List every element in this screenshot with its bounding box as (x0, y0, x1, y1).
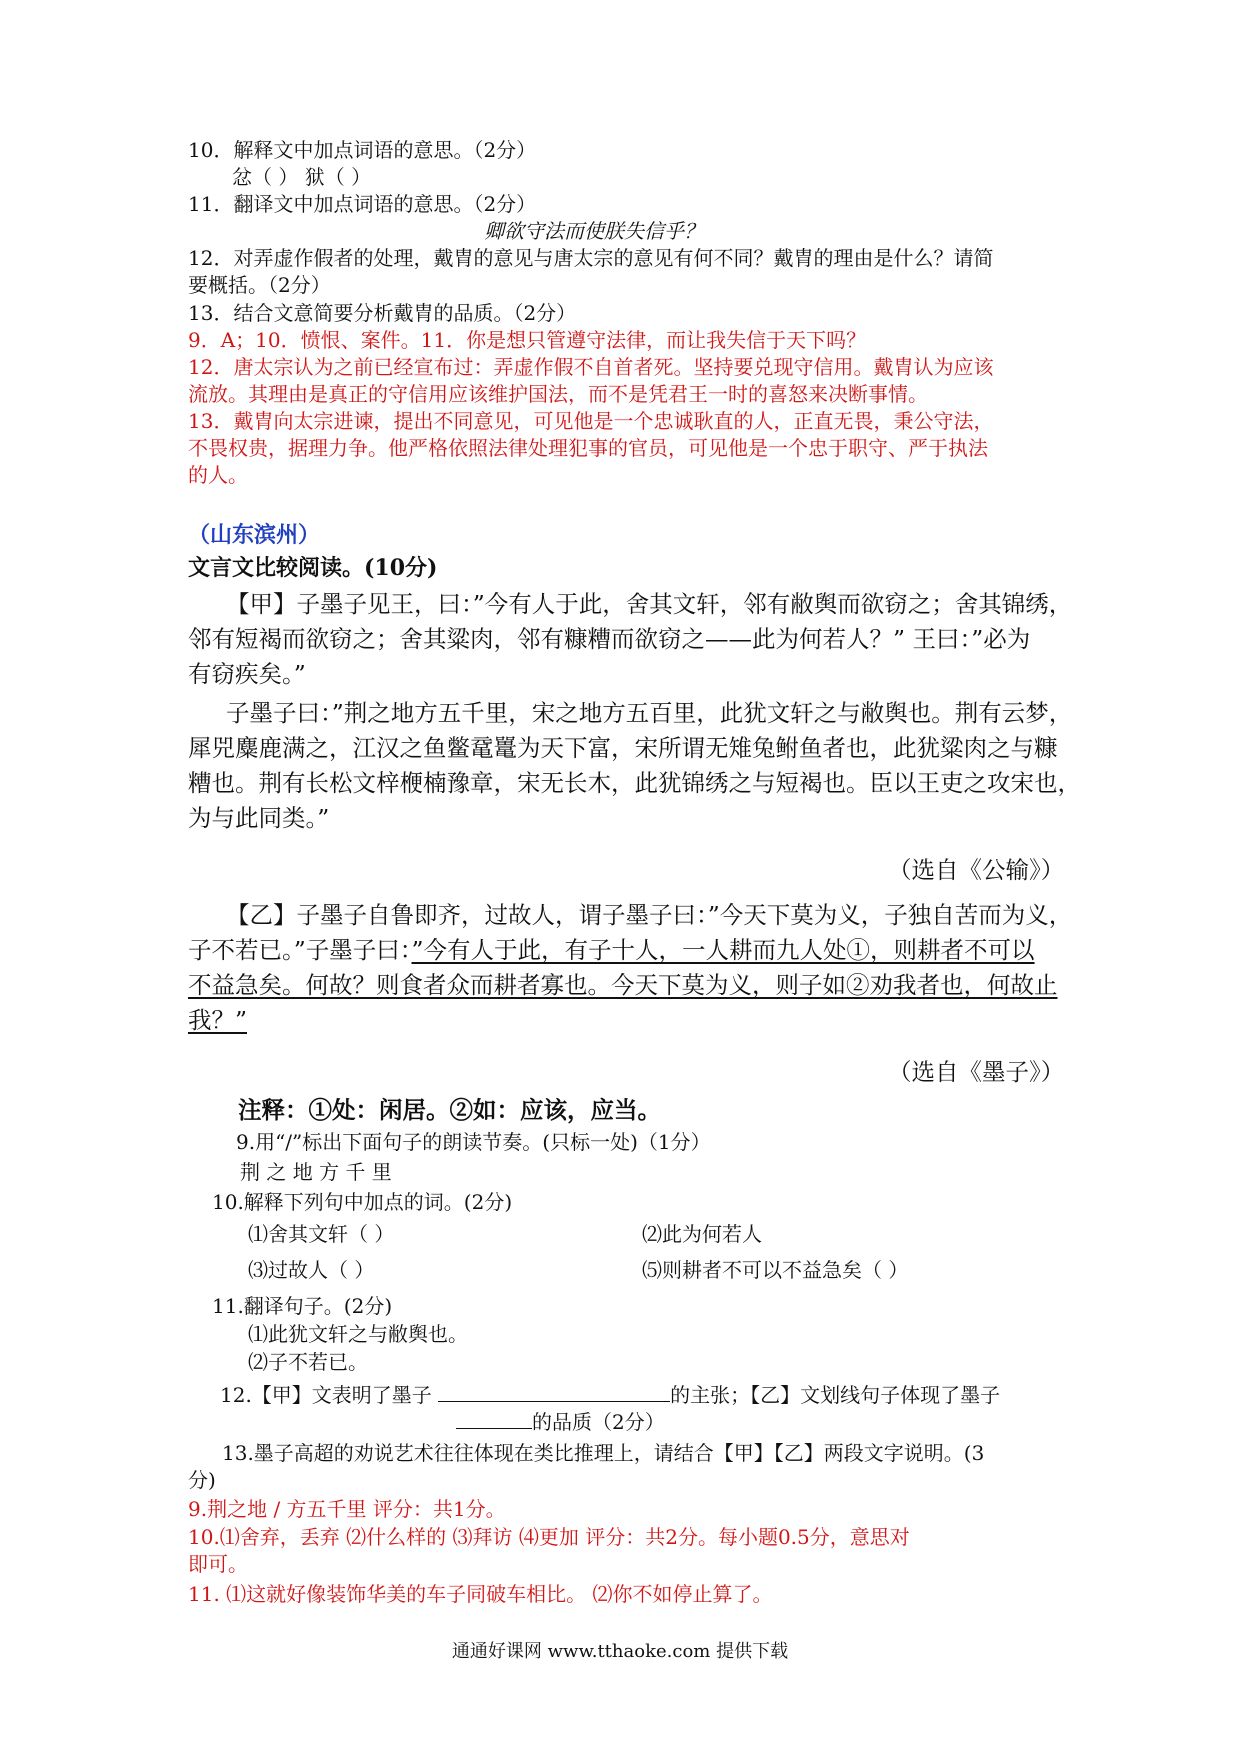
passage-jia-line: 糟也。荆有长松文梓楩楠豫章，宋无长木，此犹锦绣之与短褐也。臣以王吏之攻宋也， (188, 769, 1081, 797)
question-10-text: 10．解释文中加点词语的意思。（2分） (188, 138, 537, 162)
passage-yi-line: 【乙】子墨子自鲁即齐，过故人，谓子墨子曰：”今天下莫为义，子独自苦而为义， (226, 901, 1073, 929)
question-10-item: ⑸则耕者不可以不益急矣（ ） (642, 1258, 909, 1282)
question-10-item: ⑴舍其文轩（ ） (248, 1222, 395, 1246)
question-12-prefix: 12.【甲】文表明了墨子 (220, 1383, 432, 1407)
passage-jia-line: 子墨子曰：”荆之地方五千里，宋之地方五百里，此犹文轩之与敝舆也。荆有云梦， (226, 699, 1073, 727)
question-9-sentence: 荆 之 地 方 千 里 (240, 1160, 392, 1184)
page-footer: 通通好课网 www.tthaoke.com 提供下载 (451, 1641, 789, 1662)
answer-line: 9.荆之地 / 方五千里 评分：共1分。 (188, 1497, 506, 1521)
passage-jia-line: 为与此同类。” (188, 804, 330, 832)
question-12-text-cont: 要概括。（2分） (188, 273, 331, 297)
passage-jia-line: 犀兕麋鹿满之，江汉之鱼鳖鼋鼍为天下富，宋所谓无雉兔鲋鱼者也，此犹粱肉之与糠 (188, 734, 1058, 762)
question-11-text: 11.翻译句子。(2分) (212, 1294, 393, 1318)
underlined-sentence: 我？” (188, 1006, 248, 1034)
underlined-sentence: 不益急矣。何故？则食者众而耕者寡也。今天下莫为义，则子如②劝我者也，何故止 (188, 971, 1058, 999)
question-10-item: ⑵此为何若人 (642, 1222, 762, 1246)
passage-notes: 注释：①处：闲居。②如：应该，应当。 (238, 1096, 661, 1124)
question-11-item: ⑴此犹文轩之与敝舆也。 (248, 1322, 468, 1346)
answer-line: 的人。 (188, 463, 248, 487)
answer-line: 不畏权贵，据理力争。他严格依照法律处理犯事的官员，可见他是一个忠于职守、严于执法 (188, 436, 988, 460)
passage-jia-source: （选自《公输》） (888, 856, 1065, 884)
section-title: 文言文比较阅读。(10分) (188, 555, 438, 581)
passage-yi-source: （选自《墨子》） (888, 1058, 1065, 1086)
answer-line: 11. ⑴这就好像装饰华美的车子同破车相比。 ⑵你不如停止算了。 (188, 1582, 773, 1606)
answer-line: 9．A；10．愤恨、案件。11．你是想只管遵守法律，而让我失信于天下吗？ (188, 328, 867, 352)
question-13-text-cont: 分) (188, 1468, 216, 1492)
question-10-blanks: 忿（ ） 狱（ ） (232, 165, 372, 189)
question-12-text (220, 1381, 1000, 1407)
question-13-text: 13.墨子高超的劝说艺术往往体现在类比推理上，请结合【甲】【乙】两段文字说明。(3 (222, 1441, 985, 1465)
answer-line: 10.⑴舍弃，丢弃 ⑵什么样的 ⑶拜访 ⑷更加 评分：共2分。每小题0.5分，意思对 (188, 1525, 910, 1549)
question-9-text: 9.用“/”标出下面句子的朗读节奏。(只标一处)（1分） (236, 1130, 711, 1154)
question-10-item: ⑶过故人（ ） (248, 1258, 375, 1282)
answer-line: 13．戴胄向太宗进谏，提出不同意见，可见他是一个忠诚耿直的人，正直无畏，秉公守法， (188, 409, 994, 433)
question-11-item: ⑵子不若已。 (248, 1350, 368, 1374)
question-11-text: 11．翻译文中加点词语的意思。（2分） (188, 192, 537, 216)
question-12-middle: 的主张；【乙】文划线句子体现了墨子 (670, 1383, 1001, 1407)
question-12-text-cont (456, 1408, 665, 1434)
underlined-sentence: ”今有人于此，有子十人，一人耕而九人处①，则耕者不可以 (411, 936, 1035, 964)
question-12-suffix: 的品质（2分） (532, 1410, 665, 1434)
passage-yi-line (188, 936, 1035, 964)
answer-blank (456, 1408, 532, 1429)
question-13-text: 13．结合文意简要分析戴胄的品质。（2分） (188, 301, 577, 325)
question-11-sentence: 卿欲守法而使朕失信乎？ (484, 219, 704, 243)
section-region: （山东滨州） (188, 522, 321, 548)
answer-line: 12．唐太宗认为之前已经宣布过：弄虚作假不自首者死。坚持要兑现守信用。戴胄认为应该 (188, 355, 994, 379)
passage-jia-line: 有窃疾矣。” (188, 660, 306, 688)
answer-line: 即可。 (188, 1552, 248, 1576)
passage-jia-line: 【甲】子墨子见王，曰：”今有人于此，舍其文轩，邻有敝舆而欲窃之；舍其锦绣， (226, 590, 1073, 618)
question-12-text: 12．对弄虚作假者的处理，戴胄的意见与唐太宗的意见有何不同？戴胄的理由是什么？请简 (188, 246, 994, 270)
answer-line: 流放。其理由是真正的守信用应该维护国法，而不是凭君王一时的喜怒来决断事情。 (188, 382, 928, 406)
question-10-text: 10.解释下列句中加点的词。(2分) (212, 1190, 513, 1214)
answer-blank (438, 1381, 670, 1402)
passage-jia-line: 邻有短褐而欲窃之；舍其粱肉，邻有糠糟而欲窃之——此为何若人？” 王曰：”必为 (188, 625, 1031, 653)
passage-yi-text: 子不若已。”子墨子曰： (188, 936, 412, 964)
